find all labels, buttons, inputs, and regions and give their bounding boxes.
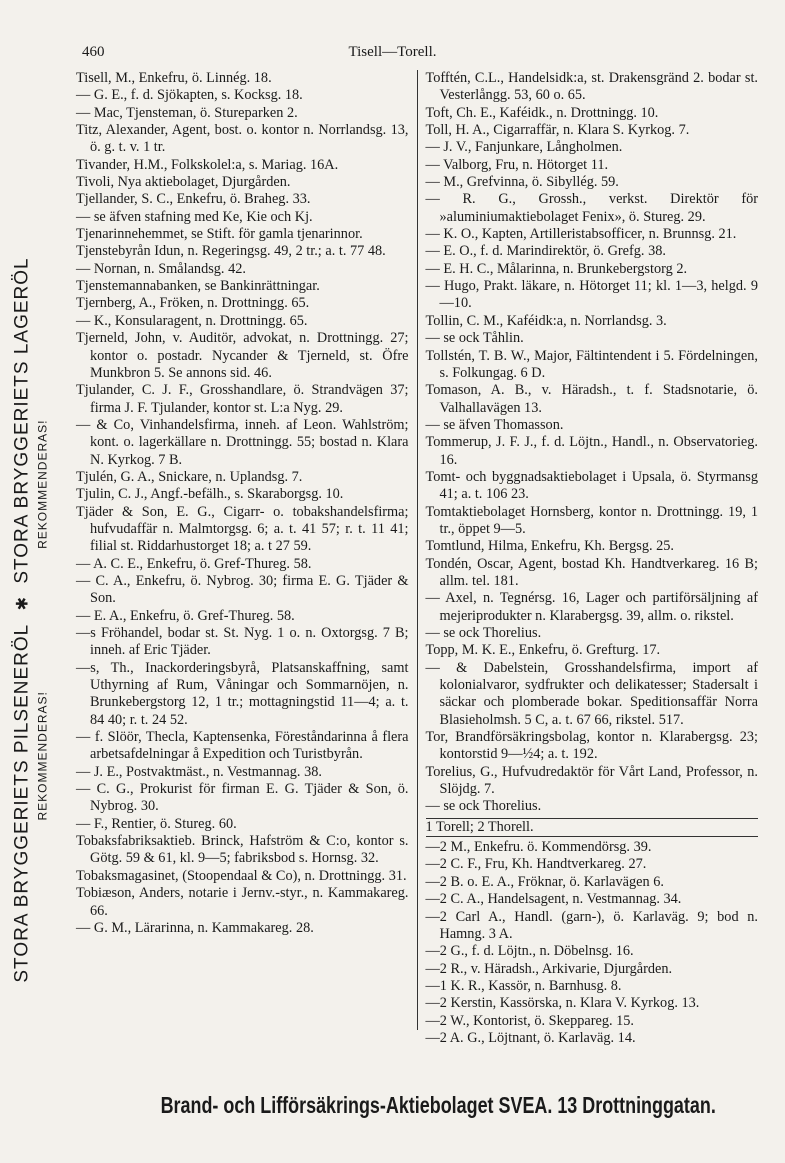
directory-entry: Toll, H. A., Cigarraffär, n. Klara S. Kyrkog. 7. bbox=[425, 122, 690, 139]
directory-entry: — Mac, Tjensteman, ö. Stureparken 2. bbox=[76, 104, 298, 121]
directory-entry: —2 M., Enkefru. ö. Kommendörsg. 39. bbox=[425, 839, 652, 856]
directory-entry: Toft, Ch. E., Kaféidk., n. Drottningg. 10. bbox=[425, 104, 659, 121]
directory-entry: Titz, Alexander, Agent, bost. o. kontor n. Norrlandsg. 13, ö. g. t. v. 1 tr. bbox=[76, 122, 409, 156]
directory-entry: — F., Rentier, ö. Stureg. 60. bbox=[76, 815, 237, 832]
directory-entry: — A. C. E., Enkefru, ö. Gref-Thureg. 58. bbox=[76, 555, 312, 572]
directory-entry: Tomtlund, Hilma, Enkefru, Kh. Bergsg. 25. bbox=[425, 538, 675, 555]
directory-entry: — E. H. C., Målarinna, n. Brunkebergstorg 2. bbox=[425, 260, 688, 277]
directory-entry: Tivoli, Nya aktiebolaget, Djurgården. bbox=[76, 174, 291, 191]
directory-entry: Tjenarinnehemmet, se Stift. för gamla tjenarinnor. bbox=[76, 226, 363, 243]
directory-entry: Tondén, Oscar, Agent, bostad Kh. Handtverkareg. 16 B; allm. tel. 181. bbox=[425, 555, 758, 589]
directory-entry: —1 K. R., Kassör, n. Barnhusg. 8. bbox=[425, 977, 622, 994]
directory-entry: Tjernberg, A., Fröken, n. Drottningg. 65. bbox=[76, 295, 310, 312]
directory-entry: Tivander, H.M., Folkskolel:a, s. Mariag. 16A. bbox=[76, 156, 339, 173]
directory-entry: —2 Kerstin, Kassörska, n. Klara V. Kyrkog. 13. bbox=[425, 995, 700, 1012]
directory-entry: Torelius, G., Hufvudredaktör för Vårt Land, Professor, n. Slöjdg. 7. bbox=[425, 763, 758, 798]
directory-entry: — M., Grefvinna, ö. Sibyllég. 59. bbox=[425, 174, 619, 191]
directory-entry: Tjulander, C. J. F., Grosshandlare, ö. Strandvägen 37; firma J. F. Tjulander, kontor st. L:a Nyg. 29. bbox=[76, 382, 409, 416]
directory-entry: Tomt- och byggnadsaktiebolaget i Upsala, ö. Styrmansg 41; a. t. 106 23. bbox=[425, 468, 758, 503]
directory-entry: — Hugo, Prakt. läkare, n. Hötorget 11; kl. 1—3, helgd. 9—10. bbox=[425, 278, 758, 312]
directory-columns bbox=[70, 70, 764, 1046]
directory-entry: —2 Carl A., Handl. (garn-), ö. Karlaväg. 9; bod n. Hamng. 3 A. bbox=[425, 908, 758, 942]
directory-entry: —2 R., v. Häradsh., Arkivarie, Djurgården. bbox=[425, 960, 673, 977]
directory-entry: —s, Th., Inackorderingsbyrå, Platsanskaffning, samt Uthyrning af Rum, Våningar och Sommarnöjen, n. Brunkebergstorg 12, 1 tr.; mottagningstid 11—4; a. t. 84 40; r. t. 24 52. bbox=[76, 659, 409, 728]
left-column bbox=[70, 70, 418, 1030]
directory-entry: —2 W., Kontorist, ö. Skeppareg. 15. bbox=[425, 1012, 634, 1029]
directory-entry: — K. O., Kapten, Artilleristabsofficer, n. Brunnsg. 21. bbox=[425, 226, 737, 243]
directory-entry: 1 Torell; 2 Thorell. bbox=[426, 818, 759, 837]
directory-entry: — R. G., Grossh., verkst. Direktör för »aluminiumaktiebolaget Fenix», ö. Stureg. 29. bbox=[425, 191, 758, 225]
directory-entry: — se äfven Thomasson. bbox=[425, 416, 564, 433]
directory-entry: — C. A., Enkefru, ö. Nybrog. 30; firma E. G. Tjäder & Son. bbox=[76, 572, 409, 607]
directory-entry: — J. E., Postvaktmäst., n. Vestmannag. 38. bbox=[76, 763, 322, 780]
side-ad-sub-text-2: REKOMMENDERAS! bbox=[36, 691, 51, 821]
directory-entry: — K., Konsularagent, n. Drottningg. 65. bbox=[76, 312, 308, 329]
directory-entry: — f. Slöör, Thecla, Kaptensenka, Föreståndarinna å flera arbetsafdelningar å Expedition och Turistbyrån. bbox=[76, 729, 409, 763]
directory-entry: —s Fröhandel, bodar st. St. Nyg. 1 o. n. Oxtorgsg. 7 B; inneh. af Eric Tjäder. bbox=[76, 625, 409, 659]
directory-entry: — Valborg, Fru, n. Hötorget 11. bbox=[425, 156, 609, 173]
directory-entry: — E. O., f. d. Marindirektör, ö. Grefg. 38. bbox=[425, 243, 666, 260]
directory-entry: Tommerup, J. F. J., f. d. Löjtn., Handl., n. Observatorieg. 16. bbox=[425, 434, 758, 468]
directory-entry: Tofftén, C.L., Handelsidk:a, st. Drakensgränd 2. bodar st. Vesterlångg. 53, 60 o. 65. bbox=[425, 70, 758, 104]
directory-entry: — C. G., Prokurist för firman E. G. Tjäder & Son, ö. Nybrog. 30. bbox=[76, 781, 409, 815]
directory-entry: Tjenstemannabanken, se Bankinrättningar. bbox=[76, 278, 320, 295]
directory-entry: Tomason, A. B., v. Häradsh., t. f. Stadsnotarie, ö. Valhallavägen 13. bbox=[425, 382, 758, 416]
side-advertisement bbox=[4, 180, 60, 1060]
directory-entry: —2 C. F., Fru, Kh. Handtverkareg. 27. bbox=[425, 856, 647, 873]
directory-entry: —2 B. o. E. A., Fröknar, ö. Karlavägen 6. bbox=[425, 873, 664, 890]
directory-entry: —2 C. A., Handelsagent, n. Vestmannag. 34. bbox=[425, 891, 682, 908]
directory-entry: — Axel, n. Tegnérsg. 16, Lager och partiförsäljning af mejeriprodukter n. Klarabergsg. 39, allm. o. rikstel. bbox=[425, 590, 758, 624]
directory-entry: — E. A., Enkefru, ö. Gref-Thureg. 58. bbox=[76, 607, 295, 624]
directory-entry: — se ock Thorelius. bbox=[425, 625, 542, 641]
directory-entry: Tjerneld, John, v. Auditör, advokat, n. Drottningg. 27; kontor o. postadr. Nycander & Tjerneld, st. Öfre Munkbron 5. Se annons sid. 46. bbox=[76, 330, 409, 381]
side-ad-main-text-2: STORA BRYGGERIETS PILSENERÖL bbox=[12, 623, 34, 983]
directory-entry: Tobaksmagasinet, (Stoopendaal & Co), n. Drottningg. 31. bbox=[76, 867, 407, 884]
footer-advertisement: Brand- och Lifförsäkrings-Aktiebolaget SVEA. 13 Drottninggatan. bbox=[160, 1092, 716, 1118]
directory-entry: — G. E., f. d. Sjökapten, s. Kocksg. 18. bbox=[76, 87, 303, 104]
directory-entry: Tollstén, T. B. W., Major, Fältintendent i 5. Fördelningen, s. Folkungag. 6 D. bbox=[425, 347, 758, 381]
side-ad-line-2 bbox=[34, 420, 52, 821]
directory-entry: Tjulin, C. J., Angf.-befälh., s. Skaraborgsg. 10. bbox=[76, 486, 344, 503]
directory-entry: Tjulén, G. A., Snickare, n. Uplandsg. 7. bbox=[76, 468, 303, 485]
side-ad-line-1: STORA BRYGGERIETS PILSENERÖL ✱ STORA BRYGGERIETS LAGERÖL bbox=[12, 257, 34, 983]
side-ad-text-block bbox=[12, 257, 52, 982]
directory-entry: Tjenstebyrån Idun, n. Regeringsg. 49, 2 tr.; a. t. 77 48. bbox=[76, 243, 386, 260]
directory-entry: Tor, Brandförsäkringsbolag, kontor n. Klarabergsg. 23; kontorstid 9—½4; a. t. 192. bbox=[425, 729, 758, 763]
directory-entry: Tjäder & Son, E. G., Cigarr- o. tobakshandelsfirma; hufvudaffär n. Malmtorgsg. 6; a. t. 41 57; r. t. 11 41; filial st. Riddarhustorget 18; a. t 27 59. bbox=[76, 503, 409, 555]
directory-entry: — se äfven stafning med Ke, Kie och Kj. bbox=[76, 208, 313, 225]
directory-entry: —2 A. G., Löjtnant, ö. Karlaväg. 14. bbox=[425, 1029, 636, 1046]
directory-entry: — se ock Tåhlin. bbox=[425, 330, 524, 347]
directory-entry: Tjellander, S. C., Enkefru, ö. Braheg. 33. bbox=[76, 191, 311, 208]
directory-entry: — J. V., Fanjunkare, Långholmen. bbox=[425, 139, 623, 156]
directory-entry: — G. M., Lärarinna, n. Kammakareg. 28. bbox=[76, 919, 314, 936]
side-ad-sub-text-1: REKOMMENDERAS! bbox=[36, 419, 51, 549]
directory-entry: — se ock Thorelius. bbox=[425, 798, 542, 815]
directory-entry: Tobaksfabriksaktieb. Brinck, Hafström & C:o, kontor s. Götg. 59 & 61, kl. 9—5; fabriksbod s. Hornsg. 32. bbox=[76, 833, 409, 867]
directory-entry: Topp, M. K. E., Enkefru, ö. Grefturg. 17. bbox=[425, 642, 661, 659]
directory-entry: —2 G., f. d. Löjtn., n. Döbelnsg. 16. bbox=[425, 943, 634, 960]
page-number: 460 bbox=[82, 44, 105, 60]
directory-entry: Tomtaktiebolaget Hornsberg, kontor n. Drottningg. 19, 1 tr., öppet 9—5. bbox=[425, 503, 758, 537]
directory-entry: — & Co, Vinhandelsfirma, inneh. af Leon. Wahlström; kont. o. lagerkällare n. Drottningg. 55; bostad n. Klara N. Kyrkog. 7 B. bbox=[76, 416, 409, 468]
right-column bbox=[418, 70, 765, 1046]
directory-entry: Tollin, C. M., Kaféidk:a, n. Norrlandsg. 3. bbox=[425, 312, 667, 329]
directory-entry: — Nornan, n. Smålandsg. 42. bbox=[76, 260, 246, 277]
directory-entry: Tobiæson, Anders, notarie i Jernv.-styr., n. Kammakareg. 66. bbox=[76, 885, 409, 919]
directory-entry: — & Dabelstein, Grosshandelsfirma, import af kolonialvaror, sydfrukter och delikatesser; Stadersalt i säckar och plomberade bokar. Speditionsaffär Norra Blasieholmsh. 5 C, a. t. 67 66, rikstel. 517. bbox=[425, 659, 758, 728]
directory-entry: Tisell, M., Enkefru, ö. Linnég. 18. bbox=[76, 70, 272, 86]
side-ad-main-text-1: STORA BRYGGERIETS LAGERÖL bbox=[12, 257, 34, 584]
running-head: Tisell—Torell. bbox=[348, 44, 437, 60]
